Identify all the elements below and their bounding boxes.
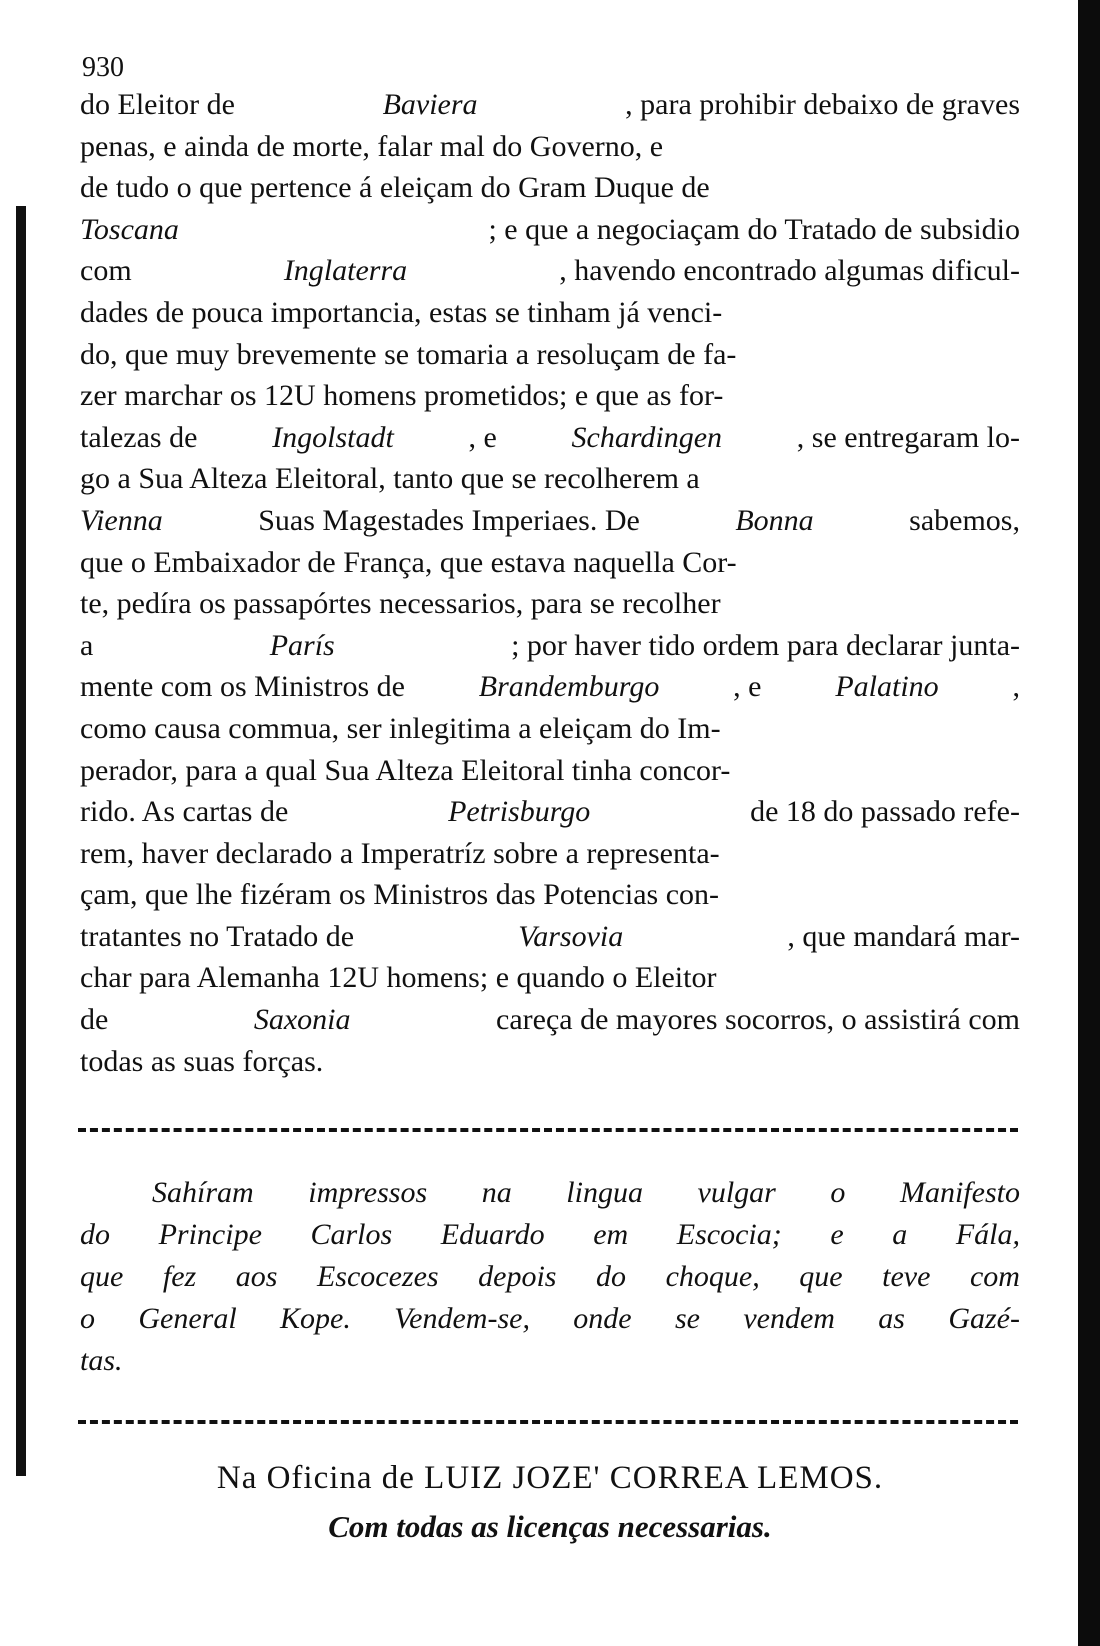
italic-text: Bonna: [735, 503, 814, 537]
notice-word: Manifesto: [899, 1176, 1020, 1209]
text-line: [80, 999, 1020, 1041]
italic-text: Toscana: [80, 212, 179, 246]
text-line: [80, 1041, 1020, 1083]
italic-text: Saxonia: [253, 1003, 351, 1037]
notice-word: Escocezes: [316, 1260, 439, 1293]
text-line: [80, 666, 1020, 708]
scan-edge-left: [16, 206, 26, 1476]
text-line: [80, 250, 1020, 292]
notice-word: Carlos: [310, 1218, 393, 1251]
article-body: [80, 84, 1020, 1082]
text-segment: , para prohibir debaixo de graves: [625, 88, 1020, 121]
text-line: [80, 126, 1020, 168]
italic-text: Petrisburgo: [448, 795, 591, 829]
notice-word: Escocia;: [676, 1218, 782, 1251]
text-segment: sabemos,: [909, 503, 1020, 537]
notice-word: Sahíram: [152, 1176, 254, 1209]
text-line: [80, 500, 1020, 542]
text-line: [80, 750, 1020, 792]
text-segment: penas, e ainda de morte, falar mal do Governo, e: [80, 129, 664, 163]
text-segment: tratantes no Tratado de: [80, 919, 355, 953]
notice-word: vulgar: [697, 1176, 776, 1209]
notice-word: General: [138, 1302, 237, 1335]
text-segment: , e: [468, 420, 497, 454]
separator-rule: [78, 1420, 1018, 1424]
notice-word: o: [80, 1302, 95, 1335]
text-segment: ,: [1012, 670, 1020, 704]
notice-word: se: [674, 1302, 700, 1335]
text-line: [80, 209, 1020, 251]
italic-text: París: [269, 628, 335, 662]
text-segment: , e: [733, 670, 762, 704]
text-segment: zer marchar os 12U homens prometidos; e que as for-: [80, 379, 724, 413]
text-segment: talezas de: [80, 420, 198, 454]
notice-word: fez: [162, 1260, 197, 1293]
separator-rule: [78, 1128, 1018, 1132]
text-segment: de 18 do passado refe-: [750, 795, 1020, 829]
italic-text: Inglaterra: [283, 254, 408, 288]
text-line: [80, 167, 1020, 209]
text-line: [80, 458, 1020, 500]
text-line: [80, 84, 1020, 126]
notice-word: Vendem-se,: [394, 1302, 530, 1335]
italic-text: Vienna: [80, 503, 163, 537]
notice-word: Principe: [158, 1218, 262, 1251]
italic-text: Ingolstadt: [272, 420, 394, 454]
text-segment: que o Embaixador de França, que estava naquella Cor-: [80, 545, 737, 579]
text-line: [80, 417, 1020, 459]
text-line: [80, 916, 1020, 958]
notice-word: vendem: [743, 1302, 835, 1335]
text-line: [80, 625, 1020, 667]
italic-text: Brandemburgo: [478, 670, 660, 704]
notice-word: choque,: [665, 1260, 760, 1293]
page-number: 930: [82, 52, 124, 83]
text-segment: go a Sua Alteza Eleitoral, tanto que se recolherem a: [80, 462, 700, 496]
text-segment: çam, que lhe fizéram os Ministros das Potencias con-: [80, 878, 719, 912]
notice-word: onde: [573, 1302, 632, 1335]
text-segment: Suas Magestades Imperiaes. De: [258, 503, 640, 537]
notice-line: [80, 1256, 1020, 1298]
notice-word: tas.: [80, 1344, 123, 1377]
text-segment: de: [80, 1003, 109, 1037]
text-segment: , se entregaram lo-: [796, 420, 1020, 454]
text-segment: , havendo encontrado algumas dificul-: [559, 254, 1020, 288]
notice-word: o: [830, 1176, 846, 1209]
notice-line: [80, 1172, 1020, 1214]
text-segment: char para Alemanha 12U homens; e quando o Eleitor: [80, 961, 717, 995]
notice-word: lingua: [566, 1176, 643, 1209]
notice-word: a: [892, 1218, 908, 1251]
notice-word: teve: [882, 1260, 931, 1293]
text-segment: do Eleitor de: [80, 88, 235, 121]
text-line: [80, 292, 1020, 334]
text-line: [80, 791, 1020, 833]
text-segment: te, pedíra os passapórtes necessarios, para se recolher: [80, 587, 721, 621]
notice-word: que: [799, 1260, 843, 1293]
text-line: [80, 375, 1020, 417]
notice-word: e: [830, 1218, 844, 1251]
text-segment: rido. As cartas de: [80, 795, 289, 829]
printer-name: Na Oficina de LUIZ JOZE' CORREA LEMOS.: [216, 1460, 884, 1496]
text-segment: mente com os Ministros de: [80, 670, 405, 704]
text-segment: perador, para a qual Sua Alteza Eleitoral tinha concor-: [80, 753, 731, 787]
notice-word: Fála,: [955, 1218, 1020, 1251]
text-line: [80, 957, 1020, 999]
text-line: [80, 334, 1020, 376]
text-line: [80, 833, 1020, 875]
notice-line: [80, 1214, 1020, 1256]
text-segment: dades de pouca importancia, estas se tinham já venci-: [80, 295, 723, 329]
notice-word: impressos: [308, 1176, 428, 1209]
text-segment: a: [80, 628, 94, 662]
notice-word: do: [596, 1260, 627, 1293]
notice-word: Eduardo: [440, 1218, 545, 1251]
notice-word: na: [481, 1176, 512, 1209]
text-segment: ; por haver tido ordem para declarar junta-: [511, 628, 1020, 662]
italic-text: Varsovia: [518, 919, 624, 953]
notice-word: em: [593, 1218, 629, 1251]
notice-line: [80, 1298, 1020, 1340]
text-line: [80, 542, 1020, 584]
text-segment: do, que muy brevemente se tomaria a resoluçam de fa-: [80, 337, 737, 371]
notice-word: aos: [235, 1260, 278, 1293]
text-line: [80, 874, 1020, 916]
text-line: [80, 583, 1020, 625]
italic-text: Palatino: [835, 670, 939, 704]
text-segment: de tudo o que pertence á eleiçam do Gram Duque de: [80, 171, 710, 205]
notice-word: do: [80, 1218, 110, 1251]
notice-word: que: [80, 1260, 124, 1293]
notice-word: com: [969, 1260, 1020, 1293]
text-segment: ; e que a negociaçam do Tratado de subsidio: [488, 212, 1020, 246]
notice-word: depois: [478, 1260, 557, 1293]
italic-text: Baviera: [382, 88, 478, 121]
text-segment: todas as suas forças.: [80, 1044, 324, 1078]
text-segment: careça de mayores socorros, o assistirá com: [496, 1003, 1020, 1037]
notice-line: [80, 1340, 1020, 1382]
printer-imprint: [0, 1460, 1100, 1545]
license-note: Com todas as licenças necessarias.: [328, 1509, 772, 1544]
text-segment: com: [80, 254, 132, 288]
italic-text: Schardingen: [571, 420, 723, 454]
notice-word: Kope.: [280, 1302, 351, 1335]
text-segment: , que mandará mar-: [787, 919, 1020, 953]
text-segment: como causa commua, ser inlegitima a eleiçam do Im-: [80, 711, 721, 745]
text-segment: rem, haver declarado a Imperatríz sobre a representa-: [80, 836, 720, 870]
publication-notice: [80, 1172, 1020, 1382]
text-line: [80, 708, 1020, 750]
notice-word: as: [878, 1302, 905, 1335]
scan-edge-right: [1078, 0, 1100, 1646]
notice-word: Gazé-: [948, 1302, 1020, 1335]
